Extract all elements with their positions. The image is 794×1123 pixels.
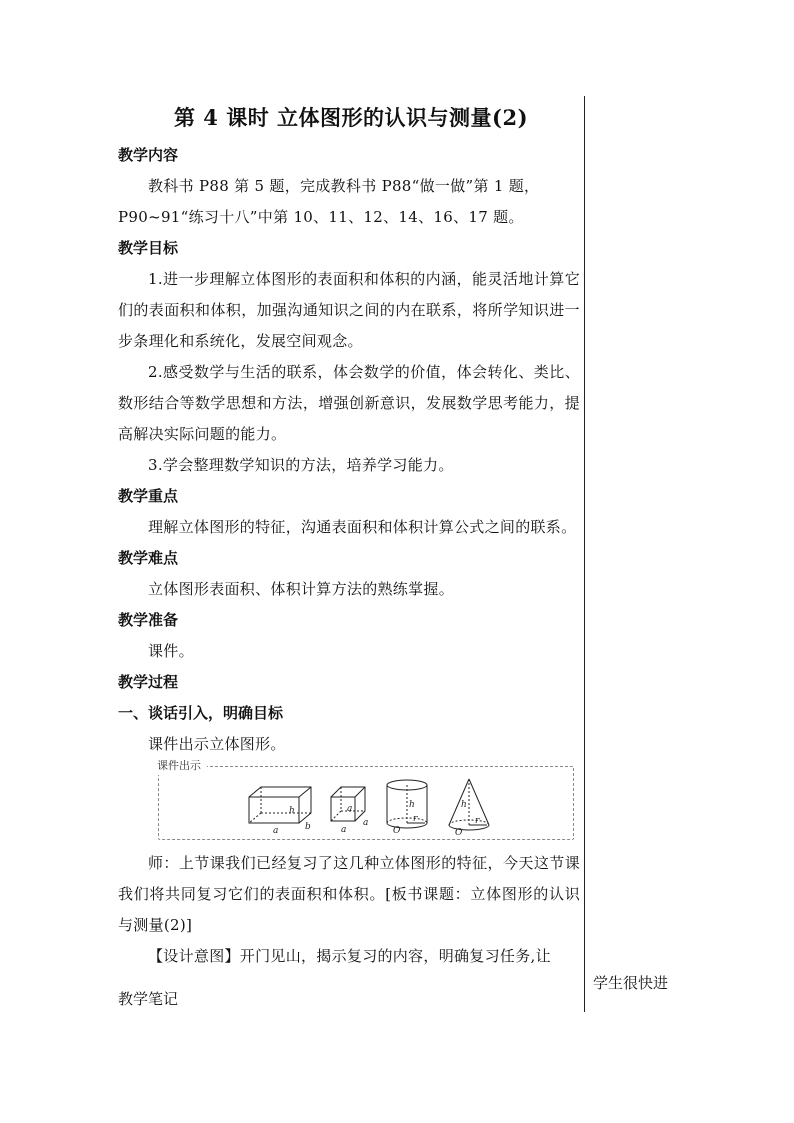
lesson-body — [118, 140, 580, 972]
heading-goals: 教学目标 — [118, 239, 179, 257]
goal-3: 3.学会整理数学知识的方法，培养学习能力。 — [148, 456, 454, 474]
cuboid-a-label: a — [273, 826, 279, 836]
heading-difficulty: 教学难点 — [118, 549, 179, 567]
design-intent-text: 【设计意图】开门见山，揭示复习的内容，明确复习任务,让 — [148, 947, 551, 965]
heading-process: 教学过程 — [118, 673, 179, 691]
cuboid-h-label: h — [289, 806, 295, 816]
step1-text: 课件出示立体图形。 — [148, 735, 286, 753]
content-text-2: P90~91“练习十八”中第 10、11、12、14、16、17 题。 — [118, 208, 524, 226]
page-title: 第 4 课时 立体图形的认识与测量(2) — [173, 105, 529, 130]
side-note: 学生很快进 — [593, 974, 669, 992]
cylinder-r-label: r — [413, 814, 418, 824]
teacher-text: 师：上节课我们已经复习了这几种立体图形的特征，今天这节课我们将共同复习它们的表面积和体积。[板书课题：立体图形的认识与测量(2)] — [118, 854, 580, 934]
cylinder-o-label: O — [393, 826, 401, 836]
cuboid-figure — [249, 787, 311, 836]
cylinder-h-label: h — [409, 800, 415, 810]
cube-a-label-3: a — [363, 818, 369, 828]
courseware-figure-box — [157, 759, 574, 840]
cube-a-label-2: a — [341, 825, 347, 835]
key-point-text: 理解立体图形的特征，沟通表面积和体积计算公式之间的联系。 — [148, 518, 577, 536]
cone-h-label: h — [461, 800, 467, 810]
cube-a-label-1: a — [347, 804, 353, 814]
cone-figure — [449, 779, 489, 838]
column-divider — [584, 96, 585, 1012]
preparation-text: 课件。 — [148, 642, 194, 660]
content-text-1: 教科书 P88 第 5 题，完成教科书 P88“做一做”第 1 题， — [148, 177, 540, 195]
heading-content: 教学内容 — [118, 146, 179, 164]
cylinder-figure — [387, 780, 427, 836]
cuboid-b-label: b — [305, 822, 311, 832]
teaching-notes-label: 教学笔记 — [118, 990, 179, 1008]
cone-r-label: r — [475, 816, 480, 826]
courseware-tag: 课件出示 — [153, 757, 207, 775]
goal-2: 2.感受数学与生活的联系，体会数学的价值，体会转化、类比、数形结合等数学思想和方法，增强创新意识，发展数学思考能力，提高解决实际问题的能力。 — [118, 363, 580, 443]
heading-key-point: 教学重点 — [118, 487, 179, 505]
difficulty-text: 立体图形表面积、体积计算方法的熟练掌握。 — [148, 580, 455, 598]
solid-figures-illustration — [245, 775, 545, 839]
cube-figure — [331, 787, 368, 835]
step1-heading: 一、谈话引入，明确目标 — [118, 704, 284, 722]
heading-preparation: 教学准备 — [118, 611, 179, 629]
cone-o-label: O — [455, 828, 463, 838]
goal-1: 1.进一步理解立体图形的表面积和体积的内涵，能灵活地计算它们的表面积和体积，加强沟通知识之间的内在联系，将所学知识进一步条理化和系统化，发展空间观念。 — [118, 270, 580, 350]
